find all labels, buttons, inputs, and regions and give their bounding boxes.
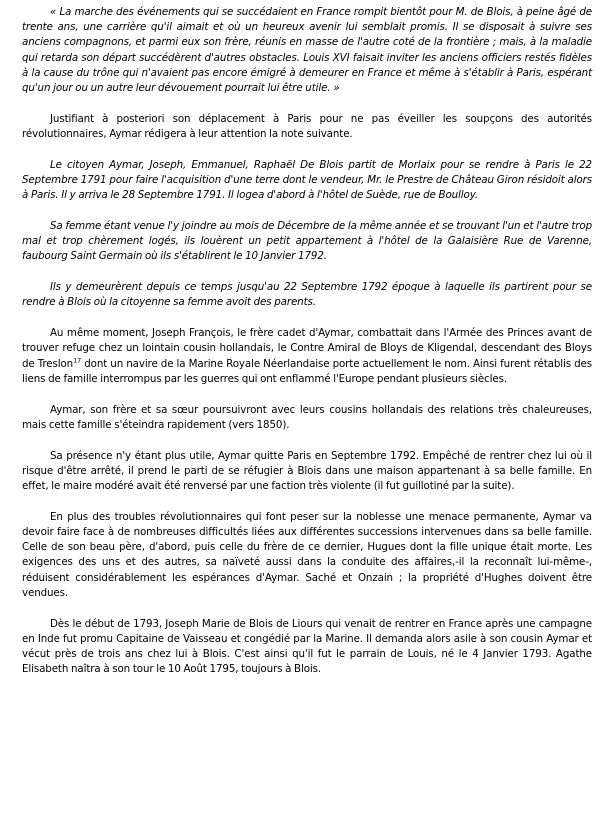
paragraph-text: dont un navire de la Marine Royale Néerlandaise porte actuellement le nom. Ainsi furent rétablis des liens de famille interrompus par les guerres qui ont enflammé l'Europe pendant plusieurs siècles. <box>22 357 592 385</box>
body-paragraph: Aymar, son frère et sa sœur poursuivront avec leurs cousins hollandais des relations très chaleureuses, mais cette famille s'éteindra rapidement (vers 1850). <box>22 403 592 431</box>
footnote-reference: 17 <box>73 356 82 365</box>
body-paragraph: Sa présence n'y étant plus utile, Aymar quitte Paris en Septembre 1792. Empêché de rentrer chez lui où il risque d'être arrêté, il prend le parti de se réfugier à Blois dans une maison appartenant à sa belle famille. En effet, le maire modéré avait été renversé par une faction très violente (il fut guillotiné par la suite). <box>22 449 592 493</box>
note-paragraph: Le citoyen Aymar, Joseph, Emmanuel, Raphaël De Blois partit de Morlaix pour se rendre à Paris le 22 Septembre 1791 pour faire l'acquisition d'une terre dont le vendeur, Mr. le Prestre de Château Giron résidoit alors à Paris. Il y arriva le 28 Septembre 1791. Il logea d'abord à l'hôtel de Suède, rue de Boulloy. <box>22 158 592 202</box>
paragraph-text: Au même moment, Joseph François, le frère cadet d'Aymar, combattait dans l'Armée des Princes avant de trouver refuge chez un lointain cousin hollandais, le Contre Amiral de Bloys de Kligendal, descendant des Bloys de Treslon <box>22 327 592 370</box>
body-paragraph <box>22 326 592 387</box>
note-paragraph: Sa femme étant venue l'y joindre au mois de Décembre de la même année et se trouvant l'un et l'autre trop mal et trop chèrement logés, ils louèrent un petit appartement à l'hôtel de la Galaisière Rue de Varenne, faubourg Saint Germain où ils s'établirent le 10 Janvier 1792. <box>22 220 592 263</box>
body-paragraph: En plus des troubles révolutionnaires qui font peser sur la noblesse une menace permanente, Aymar va devoir faire face à de nombreuses difficultés liées aux différentes successions intervenues dans sa belle famille. Celle de son beau père, d'abord, puis celle du frère de ce dernier, Hugues dont la fille unique était morte. Les exigences des uns et des autres, sa naïveté aussi dans la conduite des affaires,-il la reconnaît lui-même-, réduisent considérablement les espérances d'Aymar. Saché et Onzain ; la propriété d'Hughes doivent être vendues. <box>22 510 592 599</box>
body-paragraph: Justifiant à posteriori son déplacement à Paris pour ne pas éveiller les soupçons des autorités révolutionnaires, Aymar rédigera à leur attention la note suivante. <box>22 112 592 141</box>
note-paragraph: Ils y demeurèrent depuis ce temps jusqu'au 22 Septembre 1792 époque à laquelle ils partirent pour se rendre à Blois où la citoyenne sa femme avoit des parents. <box>22 281 592 309</box>
quote-paragraph: « La marche des événements qui se succédaient en France rompit bientôt pour M. de Blois, à peine âgé de trente ans, une carrière qu'il aimait et où un heureux avenir lui semblait promis. Il se disposait à suivre ses anciens compagnons, et parmi eux son frère, réunis en masse de l'autre coté de la frontière ; mais, à la maladie qui retarda son départ succédèrent d'autres obstacles. Louis XVI faisait inviter les anciens officiers restés fidèles à la cause du trône qui n'avaient pas encore émigré à demeurer en France et même à s'établir à Paris, espérant qu'un jour ou un autre leur dévouement pourrait lui être utile. » <box>22 6 592 95</box>
body-paragraph: Dès le début de 1793, Joseph Marie de Blois de Liours qui venait de rentrer en France après une campagne en Inde fut promu Capitaine de Vaisseau et congédié par la Marine. Il demanda alors asile à son cousin Aymar et vécut près de trois ans chez lui à Blois. C'est ainsi qu'il fut le parrain de Louis, né le 4 Janvier 1793. Agathe Elisabeth naîtra à son tour le 10 Août 1795, toujours à Blois. <box>22 617 592 676</box>
